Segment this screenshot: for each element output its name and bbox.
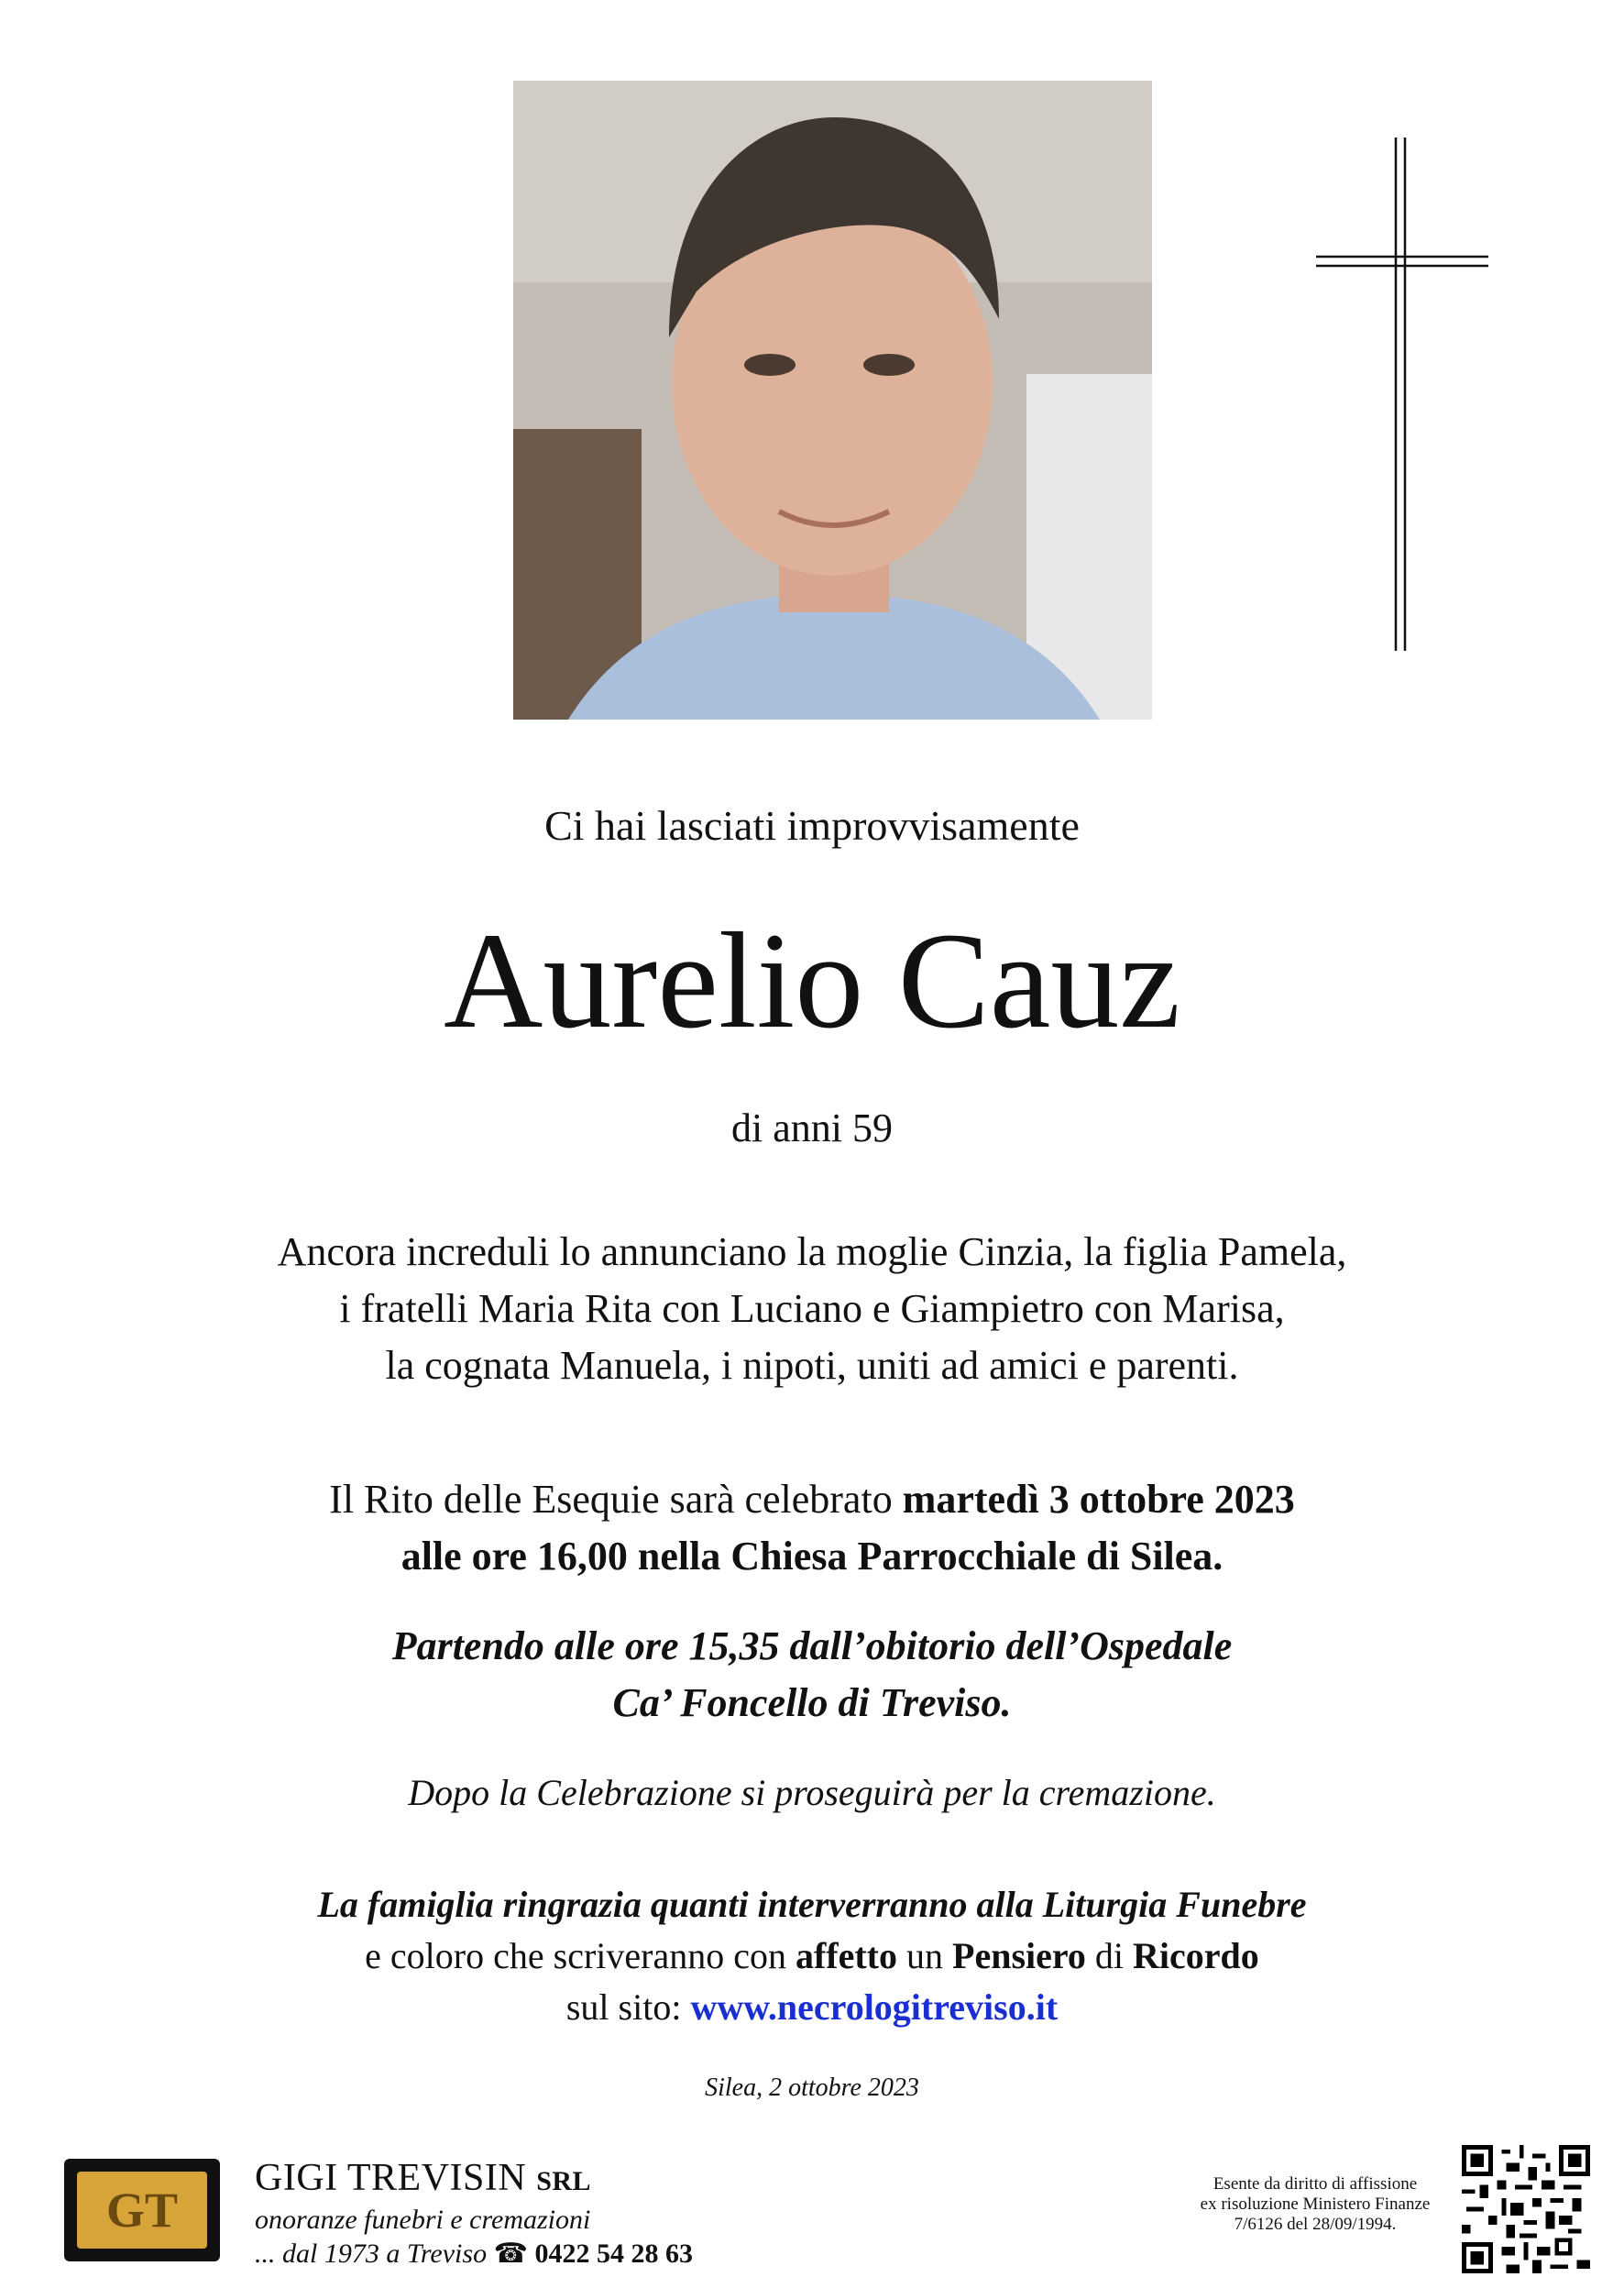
departure-line: Partendo alle ore 15,35 dall’obitorio dell’Ospedale	[391, 1623, 1233, 1668]
thanks-bold: affetto	[795, 1935, 898, 1976]
announcement-line: i fratelli Maria Rita con Luciano e Giampietro con Marisa,	[339, 1286, 1285, 1331]
thanks-text: e coloro che scriveranno con	[365, 1935, 796, 1976]
age-text: di anni 59	[731, 1106, 893, 1150]
telephone-icon: ☎	[493, 2238, 528, 2269]
announcement-line: Ancora increduli lo annunciano la moglie Cinzia, la figlia Pamela,	[277, 1229, 1347, 1274]
thanks-block	[0, 1879, 1624, 2033]
rite-date: martedì 3 ottobre 2023	[902, 1477, 1295, 1522]
funeral-rite-block	[0, 1471, 1624, 1585]
company-phone[interactable]: 0422 54 28 63	[534, 2238, 693, 2269]
deceased-name: Aurelio Cauz	[444, 905, 1180, 1057]
company-info	[255, 2156, 693, 2272]
thanks-bold: Pensiero	[952, 1935, 1086, 1976]
thanks-bold: Ricordo	[1133, 1935, 1259, 1976]
website-link[interactable]: www.necrologitreviso.it	[690, 1986, 1059, 2028]
cremation-note: Dopo la Celebrazione si proseguirà per la cremazione.	[408, 1772, 1216, 1813]
lead-text: Ci hai lasciati improvvisamente	[544, 802, 1080, 849]
departure-block	[0, 1618, 1624, 1732]
exemption-line: ex risoluzione Ministero Finanze	[1200, 2194, 1431, 2214]
company-tagline: onoranze funebri e cremazioni	[255, 2205, 591, 2235]
announcement-block	[0, 1224, 1624, 1394]
thanks-text: un	[897, 1935, 953, 1976]
portrait-photo	[513, 81, 1152, 720]
logo-text: GT	[77, 2172, 207, 2249]
company-name: GIGI TREVISIN	[255, 2157, 527, 2199]
place-date: Silea, 2 ottobre 2023	[705, 2074, 919, 2102]
company-since: ... dal 1973 a Treviso	[255, 2238, 488, 2269]
cross-icon	[1311, 138, 1494, 651]
rite-text: Il Rito delle Esequie sarà celebrato	[329, 1477, 903, 1522]
departure-line: Ca’ Foncello di Treviso.	[612, 1680, 1012, 1725]
company-suffix: SRL	[536, 2166, 592, 2196]
rite-time-place: alle ore 16,00 nella Chiesa Parrocchiale di Silea.	[401, 1534, 1223, 1578]
thanks-line: La famiglia ringrazia quanti interverranno alla Liturgia Funebre	[317, 1884, 1307, 1925]
exemption-line: 7/6126 del 28/09/1994.	[1234, 2215, 1397, 2234]
exemption-line: Esente da diritto di affissione	[1213, 2174, 1418, 2194]
announcement-line: la cognata Manuela, i nipoti, uniti ad amici e parenti.	[385, 1343, 1239, 1388]
company-logo	[64, 2159, 220, 2261]
thanks-text: di	[1085, 1935, 1134, 1976]
qr-code-icon[interactable]	[1462, 2145, 1590, 2273]
thanks-text: sul sito:	[565, 1986, 691, 2028]
exemption-note	[1146, 2174, 1485, 2235]
